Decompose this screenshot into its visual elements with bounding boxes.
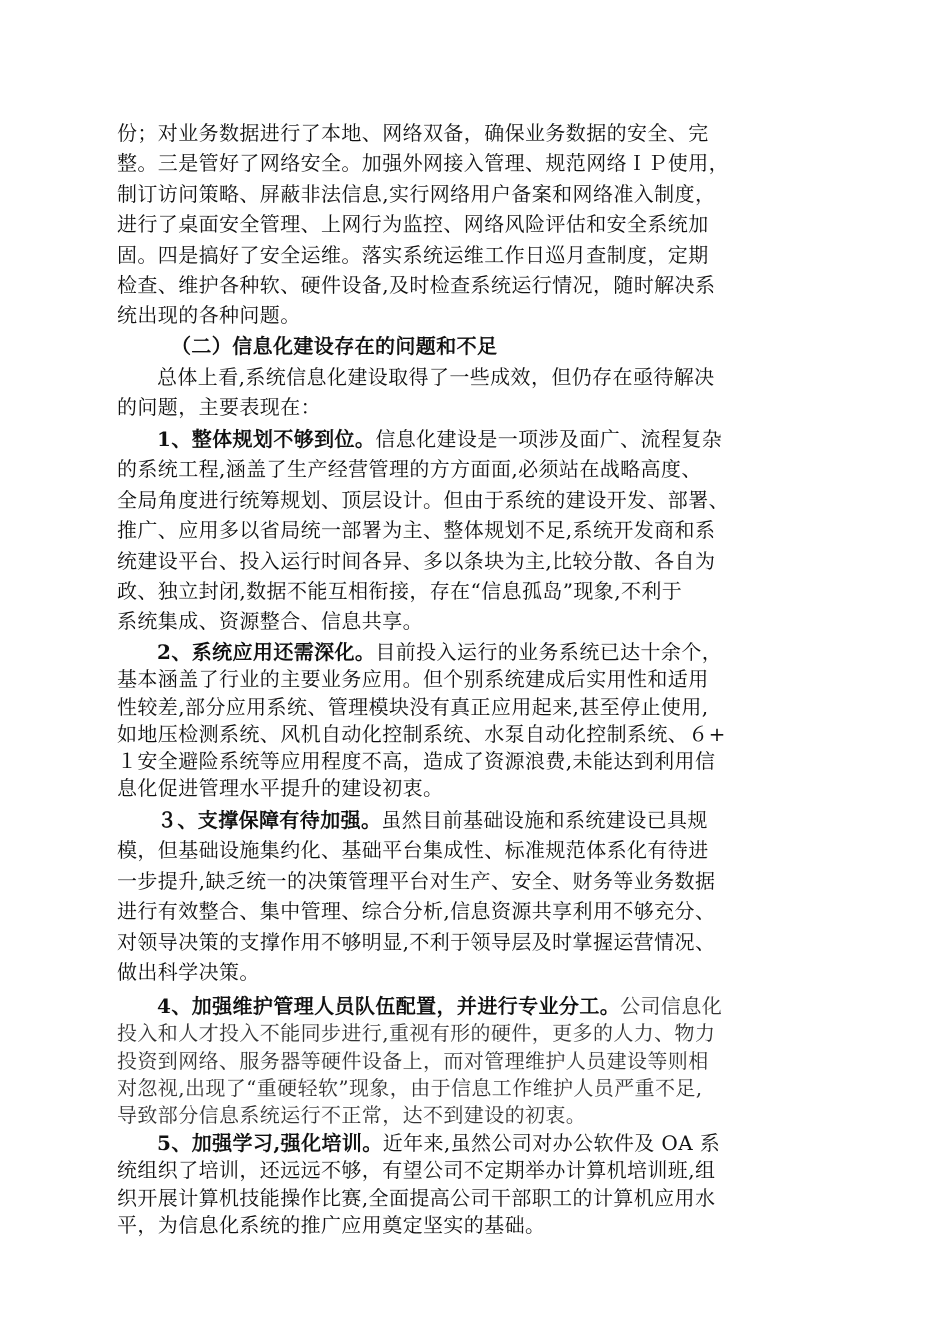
- text-line: 固。四是搞好了安全运维。落实系统运维工作日巡月查制度，定期: [117, 242, 709, 267]
- text-line: 对忽视,出现了“重硬轻软”现象，由于信息工作维护人员严重不足,: [117, 1075, 703, 1100]
- text-line: 制订访问策略、屏蔽非法信息,实行网络用户备案和网络准入制度，: [117, 181, 716, 206]
- item-maintenance-staffing: [117, 993, 722, 1129]
- item-text: 近年来,虽然公司对办公软件及 OA 系: [382, 1131, 721, 1155]
- text-line: 如地压检测系统、风机自动化控制系统、水泵自动化控制系统、６+: [117, 721, 726, 746]
- item-system-application: [117, 639, 726, 803]
- item-title: ３、支撑保障有待加强。: [157, 808, 382, 832]
- text-line: 系统集成、资源整合、信息共享。: [117, 609, 423, 634]
- text-line: 基本涵盖了行业的主要业务应用。但个别系统建成后实用性和适用: [117, 667, 709, 692]
- item-first-line: [117, 639, 726, 666]
- text-line: 总体上看,系统信息化建设取得了一些成效，但仍存在亟待解决: [157, 365, 715, 389]
- text-line: 进行有效整合、集中管理、综合分析,信息资源共享利用不够充分、: [117, 899, 716, 924]
- item-first-line: [117, 993, 722, 1020]
- text-line: 统组织了培训，还远远不够，有望公司不定期举办计算机培训班,组: [117, 1158, 716, 1183]
- item-first-line: [117, 805, 715, 835]
- text-line: 对领导决策的支撑作用不够明显,不利于领导层及时掌握运营情况、: [117, 929, 716, 954]
- item-support-guarantee: [117, 805, 715, 987]
- text-line: 息化促进管理水平提升的建设初衷。: [117, 776, 444, 801]
- item-title: 2、系统应用还需深化。: [157, 640, 376, 664]
- section-heading: [117, 331, 497, 361]
- text-line: 性较差,部分应用系统、管理模块没有真正应用起来,甚至停止使用,: [117, 694, 709, 719]
- text-line: 的问题，主要表现在：: [117, 395, 321, 420]
- text-line: 统出现的各种问题。: [117, 303, 301, 328]
- text-line: 检查、维护各种软、硬件设备,及时检查系统运行情况，随时解决系: [117, 272, 716, 297]
- text-line: 的系统工程,涵盖了生产经营管理的方方面面,必须站在战略高度、: [117, 457, 702, 482]
- item-first-line: [117, 1130, 720, 1157]
- text-line: １安全避险系统等应用程度不高，造成了资源浪费,未能达到利用信: [117, 749, 716, 774]
- text-line: 一步提升,缺乏统一的决策管理平台对生产、安全、财务等业务数据: [117, 868, 716, 893]
- item-text: 目前投入运行的业务系统已达十余个，: [375, 640, 723, 664]
- text-line: 模，但基础设施集约化、基础平台集成性、标准规范体系化有待进: [117, 838, 709, 863]
- text-line: 政、独立封闭,数据不能互相衔接，存在“信息孤岛”现象,不利于: [117, 578, 683, 603]
- paragraph-network-security: [117, 118, 729, 331]
- text-line: 进行了桌面安全管理、上网行为监控、网络风险评估和安全系统加: [117, 212, 709, 237]
- text-line: 投入和人才投入不能同步进行,重视有形的硬件，更多的人力、物力: [117, 1021, 716, 1046]
- text-line: 平，为信息化系统的推广应用奠定坚实的基础。: [117, 1212, 546, 1237]
- item-text: 虽然目前基础设施和系统建设已具规: [381, 808, 708, 832]
- text-line: 投资到网络、服务器等硬件设备上，而对管理维护人员建设等则相: [117, 1048, 709, 1073]
- item-title: 5、加强学习,强化培训。: [157, 1131, 383, 1155]
- item-overall-planning: [117, 424, 729, 637]
- text-line: 份；对业务数据进行了本地、网络双备，确保业务数据的安全、完: [117, 121, 709, 145]
- item-text: 公司信息化: [620, 994, 723, 1018]
- text-line: 全局角度进行统筹规划、顶层设计。但由于系统的建设开发、部署、: [117, 487, 729, 512]
- item-title: 1、整体规划不够到位。: [157, 427, 376, 451]
- item-first-line: [117, 424, 729, 454]
- text-line: 整。三是管好了网络安全。加强外网接入管理、规范网络ＩＰ使用，: [117, 151, 729, 176]
- item-text: 信息化建设是一项涉及面广、流程复杂: [375, 427, 723, 451]
- paragraph-overview: [117, 362, 715, 423]
- text-line: 做出科学决策。: [117, 959, 260, 984]
- item-title: 4、加强维护管理人员队伍配置，并进行专业分工。: [157, 994, 621, 1018]
- text-line: 统建设平台、投入运行时间各异、多以条块为主,比较分散、各自为: [117, 548, 716, 573]
- section-heading-text: （二）信息化建设存在的问题和不足: [171, 334, 498, 358]
- text-line: 导致部分信息系统运行不正常，达不到建设的初衷。: [117, 1103, 587, 1128]
- text-line: 织开展计算机技能操作比赛,全面提高公司干部职工的计算机应用水: [117, 1185, 716, 1210]
- text-line: 推广、应用多以省局统一部署为主、整体规划不足,系统开发商和系: [117, 518, 716, 543]
- item-training: [117, 1130, 720, 1239]
